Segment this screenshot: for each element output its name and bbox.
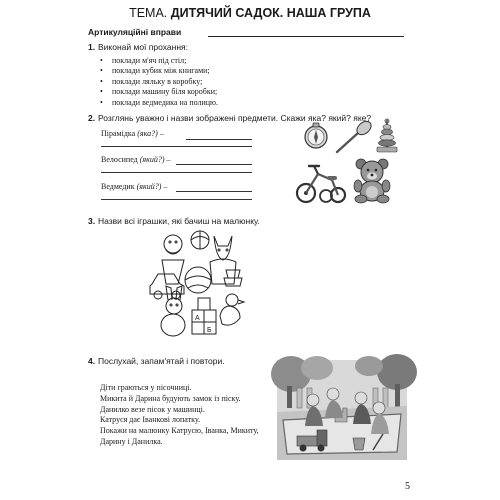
sandbox-illustration [277, 360, 407, 460]
task4-prompt: Послухай, запам'ятай і повтори. [98, 356, 225, 366]
section-underline [208, 36, 404, 37]
svg-text:А: А [195, 315, 200, 322]
pyramid-toy-icon [376, 118, 398, 154]
answer-line[interactable] [176, 164, 252, 165]
task1-number: 1. [88, 42, 96, 52]
answer-line[interactable] [101, 172, 252, 173]
answer-line[interactable] [186, 139, 252, 140]
compass-icon [303, 121, 329, 151]
story-line: Дарину і Данилка. [100, 436, 163, 446]
task4-story [100, 383, 259, 448]
answer-line[interactable] [101, 146, 252, 147]
story-line: Діти граються у пісочниці. [100, 383, 192, 392]
fill-row-pyramid: Пірамідка (яка?) – [101, 129, 164, 138]
tricycle-icon [296, 162, 348, 204]
story-line: Катруся дає Іванкові лопатку. [100, 415, 201, 425]
task1-prompt: Виконай мої прохання: [98, 42, 188, 52]
list-item: • поклади ляльку в коробку; [100, 77, 218, 87]
list-item: • поклади машину біля коробки; [100, 87, 218, 97]
story-line: Покажи на малюнку Катрусю, Іванка, Микиту, [100, 426, 259, 436]
title-text: ДИТЯЧИЙ САДОК. НАША ГРУПА [170, 6, 371, 20]
task1-list [100, 56, 218, 108]
fill-row-teddy: Ведмедик (який?) – [101, 182, 168, 191]
toys-outline-picture [148, 228, 248, 340]
list-item: • поклади м'яч під стіл; [100, 56, 218, 66]
task2-prompt: Розглянь уважно і назви зображені предмети. Скажи яка? який? яке? [98, 113, 372, 123]
list-item: • поклади ведмедика на полицю. [100, 98, 218, 108]
story-line: Данилко везе пісок у машинці. [100, 404, 205, 414]
task2-number: 2. [88, 113, 96, 123]
task3-prompt: Назви всі іграшки, які бачиш на малюнку. [98, 216, 260, 226]
list-item: • поклади кубик між книгами; [100, 66, 218, 76]
spoon-icon [334, 119, 374, 155]
teddy-bear-icon [352, 156, 392, 204]
svg-text:Б: Б [207, 327, 212, 334]
page-title [0, 6, 500, 20]
page-number: 5 [405, 481, 410, 492]
answer-line[interactable] [176, 191, 252, 192]
answer-line[interactable] [101, 199, 252, 200]
section-heading: Артикуляційні вправи [88, 27, 182, 37]
task3-number: 3. [88, 216, 96, 226]
story-line: Микита й Дарина будують замок із піску. [100, 393, 241, 403]
fill-row-bicycle: Велосипед (який?) – [101, 155, 171, 164]
task4-number: 4. [88, 356, 96, 366]
title-prefix: ТЕМА. [129, 6, 168, 20]
